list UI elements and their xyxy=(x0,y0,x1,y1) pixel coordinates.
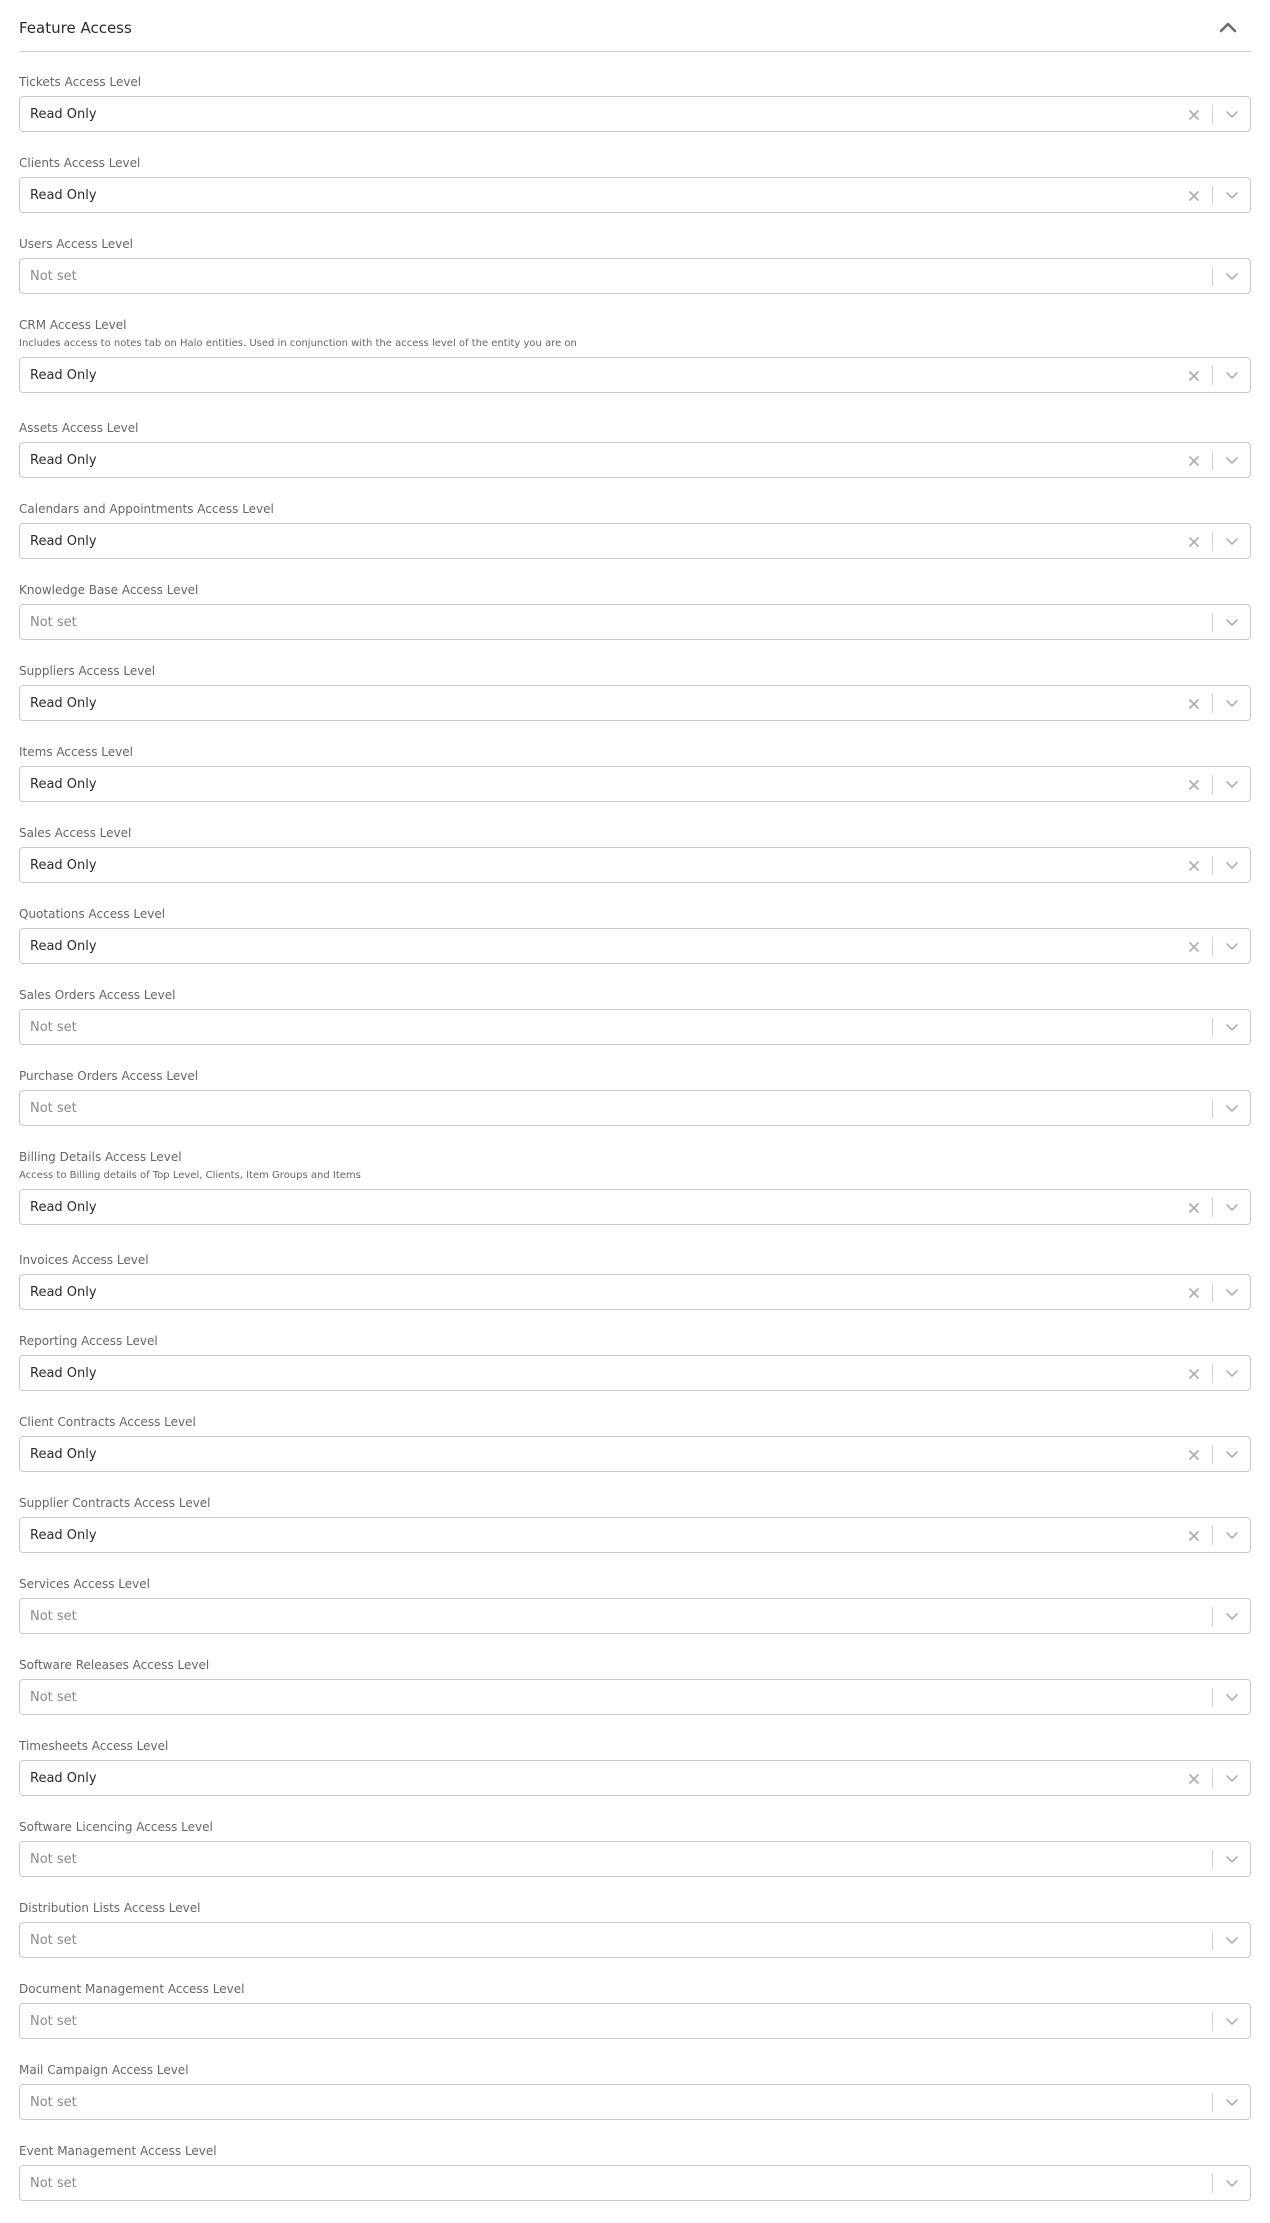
placeholder-text: Not set xyxy=(30,1933,77,1948)
select-divider xyxy=(1212,1198,1213,1217)
chevron-down-icon[interactable] xyxy=(1224,270,1240,284)
access-level-field xyxy=(19,906,1251,964)
select-divider xyxy=(1212,1931,1213,1950)
select-divider xyxy=(1212,366,1213,385)
selected-value: Read Only xyxy=(30,858,97,873)
access-level-select[interactable] xyxy=(19,1517,1251,1553)
select-divider xyxy=(1212,1099,1213,1118)
selected-value: Read Only xyxy=(30,1200,97,1215)
selected-value: Read Only xyxy=(30,1447,97,1462)
feature-access-section xyxy=(19,0,1251,2191)
access-level-field xyxy=(19,1738,1251,1796)
field-label: Clients Access Level xyxy=(19,156,141,170)
clear-icon[interactable] xyxy=(1187,1448,1201,1462)
selected-value: Read Only xyxy=(30,534,97,549)
select-divider xyxy=(1212,1769,1213,1788)
field-label: Suppliers Access Level xyxy=(19,664,156,678)
field-label: Knowledge Base Access Level xyxy=(19,583,199,597)
field-label: Client Contracts Access Level xyxy=(19,1415,196,1429)
clear-icon[interactable] xyxy=(1187,535,1201,549)
clear-icon[interactable] xyxy=(1187,108,1201,122)
chevron-down-icon[interactable] xyxy=(1224,1102,1240,1116)
chevron-down-icon[interactable] xyxy=(1224,1201,1240,1215)
access-level-field xyxy=(19,1495,1251,1553)
field-label: Event Management Access Level xyxy=(19,2144,217,2158)
clear-icon[interactable] xyxy=(1187,940,1201,954)
access-level-field xyxy=(19,501,1251,559)
access-level-select[interactable] xyxy=(19,604,1251,640)
select-divider xyxy=(1212,2012,1213,2031)
access-level-select[interactable] xyxy=(19,1090,1251,1126)
access-level-select[interactable] xyxy=(19,1009,1251,1045)
chevron-down-icon[interactable] xyxy=(1224,2096,1240,2110)
select-divider xyxy=(1212,1526,1213,1545)
select-divider xyxy=(1212,1364,1213,1383)
selected-value: Read Only xyxy=(30,453,97,468)
field-label: Distribution Lists Access Level xyxy=(19,1901,201,1915)
field-label: Sales Access Level xyxy=(19,826,132,840)
select-divider xyxy=(1212,1018,1213,1037)
chevron-down-icon[interactable] xyxy=(1224,108,1240,122)
chevron-down-icon[interactable] xyxy=(1224,616,1240,630)
select-divider xyxy=(1212,937,1213,956)
access-level-field xyxy=(19,825,1251,883)
clear-icon[interactable] xyxy=(1187,1286,1201,1300)
select-divider xyxy=(1212,694,1213,713)
clear-icon[interactable] xyxy=(1187,1529,1201,1543)
chevron-down-icon[interactable] xyxy=(1224,1934,1240,1948)
field-label: Assets Access Level xyxy=(19,421,139,435)
field-label: Quotations Access Level xyxy=(19,907,166,921)
placeholder-text: Not set xyxy=(30,1690,77,1705)
selected-value: Read Only xyxy=(30,1528,97,1543)
chevron-down-icon[interactable] xyxy=(1224,454,1240,468)
access-level-select[interactable] xyxy=(19,1922,1251,1958)
chevron-down-icon[interactable] xyxy=(1224,1367,1240,1381)
selected-value: Read Only xyxy=(30,696,97,711)
section-header[interactable] xyxy=(19,0,1251,52)
selected-value: Read Only xyxy=(30,1285,97,1300)
select-divider xyxy=(1212,2174,1213,2193)
clear-icon[interactable] xyxy=(1187,697,1201,711)
clear-icon[interactable] xyxy=(1187,778,1201,792)
access-level-select[interactable] xyxy=(19,928,1251,964)
section-title: Feature Access xyxy=(19,19,132,37)
selected-value: Read Only xyxy=(30,1366,97,1381)
access-level-select[interactable] xyxy=(19,1760,1251,1796)
chevron-down-icon[interactable] xyxy=(1224,1448,1240,1462)
select-divider xyxy=(1212,856,1213,875)
selected-value: Read Only xyxy=(30,188,97,203)
access-level-select[interactable] xyxy=(19,847,1251,883)
access-level-select[interactable] xyxy=(19,1598,1251,1634)
access-level-field xyxy=(19,987,1251,1045)
select-divider xyxy=(1212,775,1213,794)
field-label: Sales Orders Access Level xyxy=(19,988,176,1002)
select-divider xyxy=(1212,1688,1213,1707)
chevron-down-icon[interactable] xyxy=(1224,697,1240,711)
field-description: Includes access to notes tab on Halo entities. Used in conjunction with the access level of the entity you are on xyxy=(19,338,577,349)
select-divider xyxy=(1212,1607,1213,1626)
placeholder-text: Not set xyxy=(30,2095,77,2110)
chevron-down-icon[interactable] xyxy=(1224,1772,1240,1786)
chevron-down-icon[interactable] xyxy=(1224,859,1240,873)
field-label: Software Licencing Access Level xyxy=(19,1820,213,1834)
field-label: CRM Access Level xyxy=(19,318,127,332)
access-level-field xyxy=(19,1414,1251,1472)
access-level-field xyxy=(19,1657,1251,1715)
field-label: Users Access Level xyxy=(19,237,133,251)
access-level-select[interactable] xyxy=(19,357,1251,393)
access-level-select[interactable] xyxy=(19,177,1251,213)
chevron-down-icon[interactable] xyxy=(1224,1286,1240,1300)
access-level-select[interactable] xyxy=(19,1189,1251,1225)
access-level-select[interactable] xyxy=(19,442,1251,478)
access-level-select[interactable] xyxy=(19,1679,1251,1715)
chevron-down-icon[interactable] xyxy=(1224,778,1240,792)
access-level-field xyxy=(19,317,1251,393)
access-level-field xyxy=(19,236,1251,294)
field-label: Software Releases Access Level xyxy=(19,1658,210,1672)
chevron-down-icon[interactable] xyxy=(1224,2177,1240,2191)
select-divider xyxy=(1212,105,1213,124)
select-divider xyxy=(1212,451,1213,470)
selected-value: Read Only xyxy=(30,939,97,954)
access-level-field xyxy=(19,420,1251,478)
chevron-down-icon[interactable] xyxy=(1224,940,1240,954)
access-level-field xyxy=(19,1819,1251,1877)
field-label: Invoices Access Level xyxy=(19,1253,149,1267)
clear-icon[interactable] xyxy=(1187,369,1201,383)
select-divider xyxy=(1212,186,1213,205)
access-level-field xyxy=(19,744,1251,802)
placeholder-text: Not set xyxy=(30,615,77,630)
access-level-select[interactable] xyxy=(19,258,1251,294)
access-level-field xyxy=(19,155,1251,213)
placeholder-text: Not set xyxy=(30,1020,77,1035)
access-level-select[interactable] xyxy=(19,96,1251,132)
field-label: Document Management Access Level xyxy=(19,1982,245,1996)
field-label: Services Access Level xyxy=(19,1577,150,1591)
select-divider xyxy=(1212,1850,1213,1869)
selected-value: Read Only xyxy=(30,368,97,383)
field-description: Access to Billing details of Top Level, Clients, Item Groups and Items xyxy=(19,1170,361,1181)
field-label: Purchase Orders Access Level xyxy=(19,1069,199,1083)
access-level-field xyxy=(19,582,1251,640)
access-level-field xyxy=(19,1900,1251,1958)
placeholder-text: Not set xyxy=(30,1852,77,1867)
select-divider xyxy=(1212,2093,1213,2112)
access-level-field xyxy=(19,1149,1251,1225)
chevron-down-icon[interactable] xyxy=(1224,1610,1240,1624)
access-level-select[interactable] xyxy=(19,766,1251,802)
access-level-field xyxy=(19,1333,1251,1391)
field-label: Calendars and Appointments Access Level xyxy=(19,502,274,516)
access-level-field xyxy=(19,74,1251,132)
access-level-select[interactable] xyxy=(19,1355,1251,1391)
access-level-field xyxy=(19,1576,1251,1634)
field-label: Billing Details Access Level xyxy=(19,1150,182,1164)
select-divider xyxy=(1212,267,1213,286)
chevron-down-icon[interactable] xyxy=(1224,1853,1240,1867)
selected-value: Read Only xyxy=(30,1771,97,1786)
placeholder-text: Not set xyxy=(30,1101,77,1116)
access-level-select[interactable] xyxy=(19,1274,1251,1310)
clear-icon[interactable] xyxy=(1187,454,1201,468)
clear-icon[interactable] xyxy=(1187,1772,1201,1786)
field-label: Mail Campaign Access Level xyxy=(19,2063,189,2077)
select-divider xyxy=(1212,613,1213,632)
selected-value: Read Only xyxy=(30,777,97,792)
access-level-field xyxy=(19,1252,1251,1310)
access-level-field xyxy=(19,2062,1251,2120)
access-level-select[interactable] xyxy=(19,2084,1251,2120)
field-label: Tickets Access Level xyxy=(19,75,142,89)
clear-icon[interactable] xyxy=(1187,1201,1201,1215)
chevron-down-icon[interactable] xyxy=(1224,2015,1240,2029)
clear-icon[interactable] xyxy=(1187,1367,1201,1381)
chevron-down-icon[interactable] xyxy=(1224,1529,1240,1543)
access-level-select[interactable] xyxy=(19,1436,1251,1472)
placeholder-text: Not set xyxy=(30,2014,77,2029)
field-label: Timesheets Access Level xyxy=(19,1739,169,1753)
access-level-select[interactable] xyxy=(19,685,1251,721)
chevron-down-icon[interactable] xyxy=(1224,1691,1240,1705)
select-divider xyxy=(1212,1445,1213,1464)
clear-icon[interactable] xyxy=(1187,189,1201,203)
placeholder-text: Not set xyxy=(30,2176,77,2191)
chevron-down-icon[interactable] xyxy=(1224,1021,1240,1035)
chevron-up-icon[interactable] xyxy=(1219,20,1237,34)
access-level-field xyxy=(19,1068,1251,1126)
field-label: Items Access Level xyxy=(19,745,133,759)
select-divider xyxy=(1212,532,1213,551)
access-level-field xyxy=(19,2143,1251,2201)
selected-value: Read Only xyxy=(30,107,97,122)
access-level-field xyxy=(19,663,1251,721)
select-divider xyxy=(1212,1283,1213,1302)
chevron-down-icon[interactable] xyxy=(1224,189,1240,203)
chevron-down-icon[interactable] xyxy=(1224,535,1240,549)
field-label: Supplier Contracts Access Level xyxy=(19,1496,211,1510)
clear-icon[interactable] xyxy=(1187,859,1201,873)
placeholder-text: Not set xyxy=(30,1609,77,1624)
access-level-select[interactable] xyxy=(19,523,1251,559)
access-level-field xyxy=(19,1981,1251,2039)
access-level-select[interactable] xyxy=(19,1841,1251,1877)
access-level-select[interactable] xyxy=(19,2165,1251,2201)
field-label: Reporting Access Level xyxy=(19,1334,158,1348)
placeholder-text: Not set xyxy=(30,269,77,284)
chevron-down-icon[interactable] xyxy=(1224,369,1240,383)
access-level-select[interactable] xyxy=(19,2003,1251,2039)
